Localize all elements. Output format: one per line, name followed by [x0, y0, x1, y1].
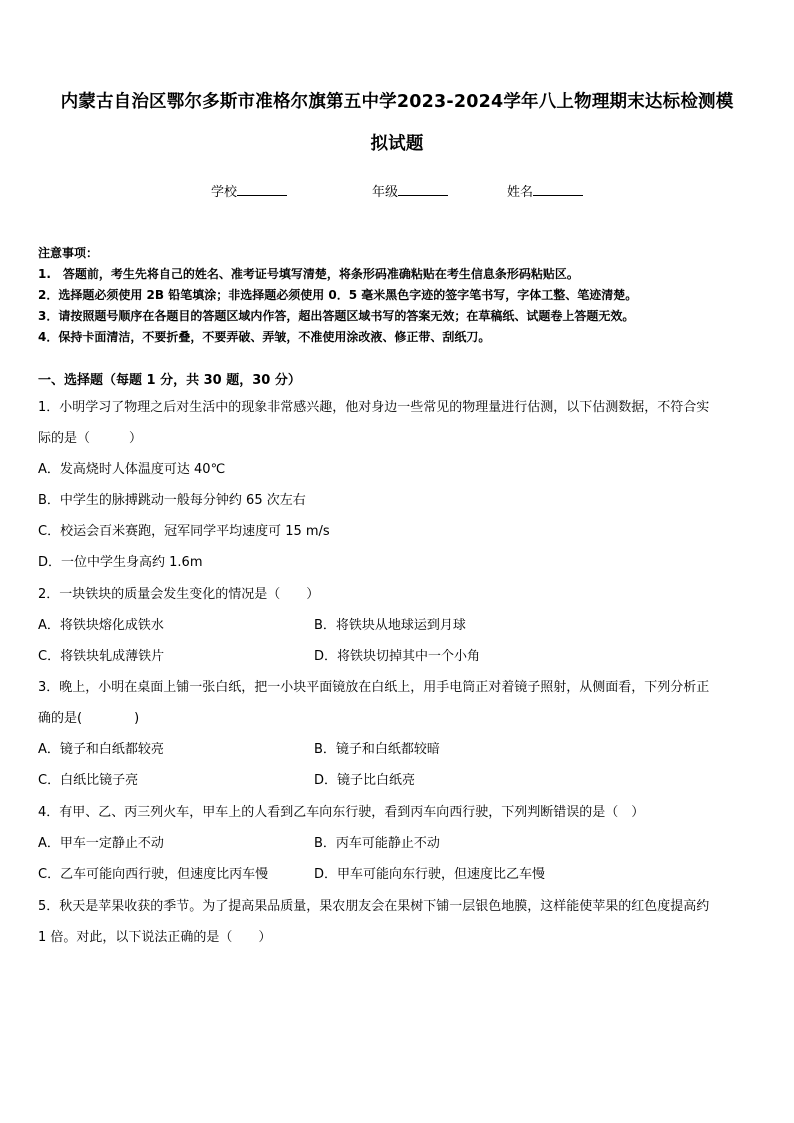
question-4-stem: 4．有甲、乙、丙三列火车，甲车上的人看到乙车向东行驶，看到丙车向西行驶，下列判断错误的是（ ）	[38, 805, 645, 820]
question-2-option-d: D．将铁块切掉其中一个小角	[314, 649, 481, 664]
exam-title-line2: 拟试题	[370, 134, 424, 154]
notice-item: 2．选择题必须使用 2B 铅笔填涂；非选择题必须使用 0．5 毫米黑色字迹的签字笔书写，字体工整、笔迹清楚。	[38, 288, 638, 302]
question-4-option-c: C．乙车可能向西行驶，但速度比丙车慢	[38, 867, 269, 882]
name-blank	[533, 183, 583, 196]
section-title: 一、选择题（每题 1 分，共 30 题，30 分）	[38, 373, 301, 388]
notice-item: 3．请按照题号顺序在各题目的答题区域内作答，超出答题区域书写的答案无效；在草稿纸、试题卷上答题无效。	[38, 309, 635, 323]
question-1-stem-cont: 际的是（ ）	[38, 431, 143, 446]
school-label: 学校	[211, 185, 238, 200]
question-4-option-d: D．甲车可能向东行驶，但速度比乙车慢	[314, 867, 546, 882]
question-2-option-c: C．将铁块轧成薄铁片	[38, 649, 165, 664]
question-1-option-a: A．发高烧时人体温度可达 40℃	[38, 462, 226, 477]
grade-field	[372, 181, 448, 200]
name-label: 姓名	[507, 185, 534, 200]
question-3-option-a: A．镜子和白纸都较亮	[38, 742, 164, 757]
question-3-stem-cont: 确的是( )	[38, 711, 140, 726]
question-4-option-b: B．丙车可能静止不动	[314, 836, 440, 851]
question-1-option-b: B．中学生的脉搏跳动一般每分钟约 65 次左右	[38, 493, 306, 508]
exam-title-line1: 内蒙古自治区鄂尔多斯市准格尔旗第五中学2023-2024学年八上物理期末达标检测模	[60, 92, 734, 112]
grade-label: 年级	[372, 185, 399, 200]
question-3-option-b: B．镜子和白纸都较暗	[314, 742, 440, 757]
name-field	[507, 181, 583, 200]
question-2-option-b: B．将铁块从地球运到月球	[314, 618, 466, 633]
question-3-stem: 3．晚上，小明在桌面上铺一张白纸，把一小块平面镜放在白纸上，用手电筒正对着镜子照射，从侧面看，下列分析正	[38, 680, 710, 695]
question-1-option-c: C．校运会百米赛跑，冠军同学平均速度可 15 m/s	[38, 524, 330, 539]
question-4-option-a: A．甲车一定静止不动	[38, 836, 164, 851]
school-field	[211, 181, 287, 200]
question-2-option-a: A．将铁块熔化成铁水	[38, 618, 164, 633]
notice-item: 4．保持卡面清洁，不要折叠，不要弄破、弄皱，不准使用涂改液、修正带、刮纸刀。	[38, 330, 491, 344]
question-1-option-d: D．一位中学生身高约 1.6m	[38, 555, 203, 570]
grade-blank	[398, 183, 448, 196]
question-5-stem-cont: 1 倍。对此，以下说法正确的是（ ）	[38, 930, 272, 945]
notice-item: 1. 答题前，考生先将自己的姓名、准考证号填写清楚，将条形码准确粘贴在考生信息条形码粘贴区。	[38, 267, 579, 281]
notice-heading: 注意事项：	[38, 246, 99, 260]
question-3-option-d: D．镜子比白纸亮	[314, 773, 416, 788]
question-3-option-c: C．白纸比镜子亮	[38, 773, 139, 788]
question-5-stem: 5．秋天是苹果收获的季节。为了提高果品质量，果农朋友会在果树下铺一层银色地膜，这样能使苹果的红色度提高约	[38, 899, 710, 914]
school-blank	[237, 183, 287, 196]
question-1-stem: 1．小明学习了物理之后对生活中的现象非常感兴趣，他对身边一些常见的物理量进行估测，以下估测数据，不符合实	[38, 400, 710, 415]
question-2-stem: 2．一块铁块的质量会发生变化的情况是（ ）	[38, 587, 320, 602]
